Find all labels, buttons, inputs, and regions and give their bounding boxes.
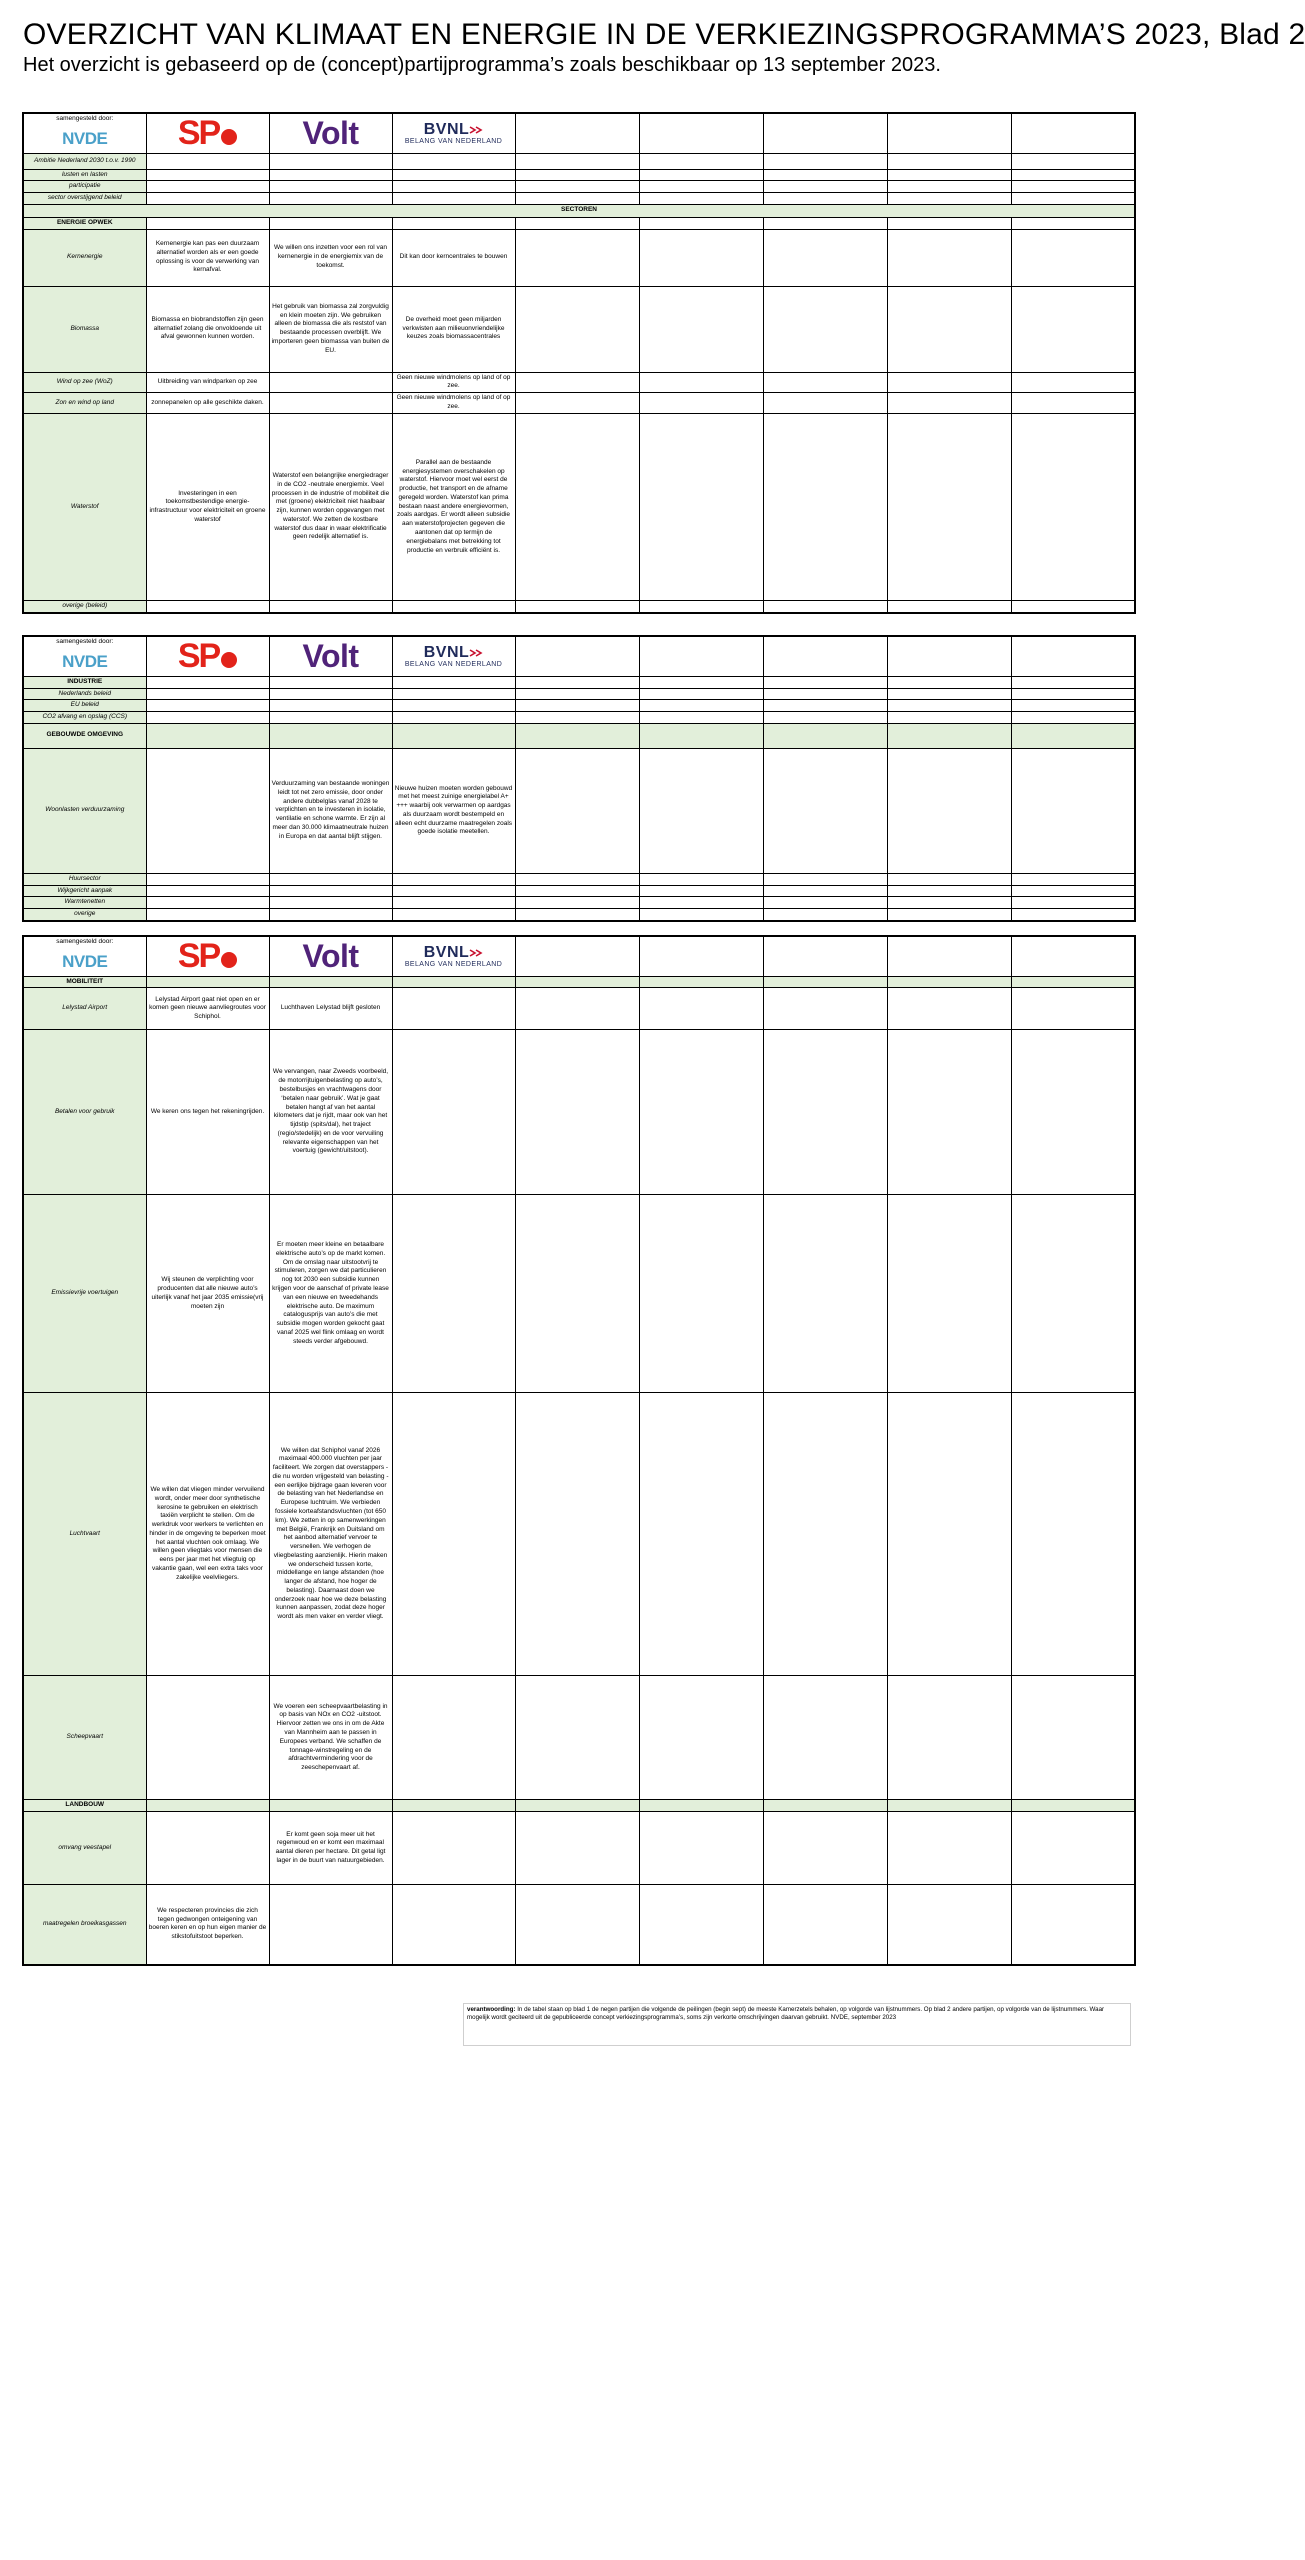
- cell-scheepvaart-volt: We voeren een scheepvaartbelasting in op basis van NOx en CO2 -uitstoot. Hiervoor zetten we ons in om de Akte van Mannheim aan te passen in Europees verband. We schaffen de tonnage-winstregeling en de afdrachtvermindering voor de zeeschepenvaart af.: [269, 1676, 392, 1800]
- bvnl-logo: [395, 120, 513, 145]
- tomato-icon: [221, 952, 237, 968]
- table-row: [23, 712, 1135, 724]
- compiled-by-label: samengesteld door:: [56, 638, 114, 646]
- sp-logo-text: SP: [177, 937, 220, 976]
- sp-logo-cell: [146, 636, 269, 676]
- cell-lelystad-volt: Luchthaven Lelystad blijft gesloten: [269, 988, 392, 1030]
- bvnl-logo-sub: BELANG VAN NEDERLAND: [404, 960, 503, 968]
- table-row: [23, 601, 1135, 613]
- row-label-warmtenetten: Warmtenetten: [23, 897, 146, 909]
- tomato-icon: [221, 129, 237, 145]
- row-label-ccs: CO2 afvang en opslag (CCS): [23, 712, 146, 724]
- section-row: [23, 976, 1135, 988]
- sp-logo: [178, 637, 237, 675]
- section-industrie: INDUSTRIE: [23, 676, 146, 688]
- nvde-logo: [26, 128, 144, 151]
- row-label-overige-beleid: overige (beleid): [23, 601, 146, 613]
- sp-logo: [178, 114, 237, 152]
- section-row: [23, 676, 1135, 688]
- table-row: [23, 1030, 1135, 1195]
- table-row: [23, 909, 1135, 921]
- cell-kernenergie-sp: Kernenergie kan pas een duurzaam alternatief worden als er een goede oplossing is voor de verwerking van kernafval.: [146, 229, 269, 286]
- section-row: [23, 217, 1135, 229]
- volt-logo: Volt: [302, 638, 359, 675]
- cell-kernenergie-bvnl: Dit kan door kerncentrales te bouwen: [392, 229, 515, 286]
- cell-zon-wind-land-sp: zonnepanelen op alle geschikte daken.: [146, 393, 269, 414]
- nvde-logo-cell: [23, 113, 146, 153]
- section-mobiliteit: MOBILITEIT: [23, 976, 146, 988]
- cell-biomassa-volt: Het gebruik van biomassa zal zorgvuldig en klein moeten zijn. We gebruiken alleen de biomassa die als reststof van bestaande processen overblijft. We importeren geen biomassa van buiten de EU.: [269, 286, 392, 372]
- cell-zon-wind-land-bvnl: Geen nieuwe windmolens op land of op zee.: [392, 393, 515, 414]
- nvde-logo-text: NVDE: [62, 952, 108, 972]
- table-row: [23, 988, 1135, 1030]
- bvnl-logo-sub: BELANG VAN NEDERLAND: [404, 137, 503, 145]
- table-row: [23, 169, 1135, 181]
- row-label-wind-zee: Wind op zee (WoZ): [23, 372, 146, 393]
- table-row: [23, 1812, 1135, 1885]
- row-label-wijkaanpak: Wijkgericht aanpak: [23, 885, 146, 897]
- table-row: [23, 1676, 1135, 1800]
- table-row: [23, 1393, 1135, 1676]
- table-row: [23, 885, 1135, 897]
- row-label-betalen: Betalen voor gebruik: [23, 1030, 146, 1195]
- nvde-logo: [26, 951, 144, 974]
- table-energie: [22, 112, 1136, 614]
- table-row: [23, 372, 1135, 393]
- page-subtitle: Het overzicht is gebaseerd op de (concept)partijprogramma’s zoals beschikbaar op 13 september 2023.: [23, 54, 941, 76]
- table-row: [23, 393, 1135, 414]
- cell-kernenergie-volt: We willen ons inzetten voor een rol van kernenergie in de energiemix van de toekomst.: [269, 229, 392, 286]
- nvde-logo-text: NVDE: [62, 652, 108, 672]
- bvnl-logo-cell: [392, 936, 515, 976]
- logo-row: [23, 636, 1135, 676]
- table-row: [23, 873, 1135, 885]
- table-mobiliteit: [22, 935, 1136, 1966]
- volt-logo: Volt: [302, 938, 359, 975]
- cell-woonlasten-volt: Verduurzaming van bestaande woningen leidt tot net zero emissie, door onder andere dubbelglas vanaf 2028 te verplichten en te investeren in isolatie, ventilatie en schone warmte. Er zijn al meer dan 30.000 klimaatneutrale huizen in Europa en dat aantal blijft stijgen.: [269, 748, 392, 873]
- cell-maatregelen-sp: We respecteren provincies die zich tegen gedwongen onteigening van boeren keren en op hun eigen manier de stikstofuitstoot beperken.: [146, 1885, 269, 1965]
- table-row: [23, 897, 1135, 909]
- row-label-scheepvaart: Scheepvaart: [23, 1676, 146, 1800]
- chevron-right-icon: [469, 126, 483, 134]
- bvnl-logo-text: BVNL: [423, 120, 470, 138]
- footnote-verantwoording: [463, 2003, 1131, 2046]
- row-label-overstijgend: sector overstijgend beleid: [23, 193, 146, 205]
- row-label-lelystad: Lelystad Airport: [23, 988, 146, 1030]
- sp-logo: [178, 937, 237, 975]
- row-label-ambitie: Ambitie Nederland 2030 t.o.v. 1990: [23, 153, 146, 169]
- sp-logo-cell: [146, 936, 269, 976]
- volt-logo-cell: [269, 113, 392, 153]
- nvde-logo-text: NVDE: [62, 129, 108, 149]
- table-row: [23, 286, 1135, 372]
- row-label-nl-beleid: Nederlands beleid: [23, 688, 146, 700]
- cell-wind-zee-sp: Uitbreiding van windparken op zee: [146, 372, 269, 393]
- cell-betalen-volt: We vervangen, naar Zweeds voorbeeld, de motorrijtuigenbelasting op auto’s, bestelbusjes en vrachtwagens door ‘betalen naar gebruik’. Wat je gaat betalen hangt af van het aantal kilometers dat je rijdt, maar ook van het tijdstip (spits/dal), het traject (regio/stedelijk) en de voor vervuiling relevante eigenschappen van het voertuig (gewicht/uitstoot).: [269, 1030, 392, 1195]
- volt-logo-cell: [269, 636, 392, 676]
- section-energie-opwek: ENERGIE OPWEK: [23, 217, 146, 229]
- section-gebouwde-omgeving: GEBOUWDE OMGEVING: [23, 723, 146, 748]
- row-label-maatregelen: maatregelen broeikasgassen: [23, 1885, 146, 1965]
- chevron-right-icon: [469, 949, 483, 957]
- row-label-omvang-veestapel: omvang veestapel: [23, 1812, 146, 1885]
- compiled-by-label: samengesteld door:: [56, 115, 114, 123]
- sp-logo-text: SP: [177, 637, 220, 676]
- bvnl-logo-cell: [392, 113, 515, 153]
- compiled-by-label: samengesteld door:: [56, 938, 114, 946]
- table-row: [23, 229, 1135, 286]
- bvnl-logo-cell: [392, 636, 515, 676]
- row-label-luchtvaart: Luchtvaart: [23, 1393, 146, 1676]
- row-label-overige: overige: [23, 909, 146, 921]
- volt-logo: Volt: [302, 115, 359, 152]
- row-label-kernenergie: Kernenergie: [23, 229, 146, 286]
- cell-emissievrij-volt: Er moeten meer kleine en betaalbare elektrische auto’s op de markt komen. Om de omslag naar uitstootvrij te stimuleren, zorgen we dat particulieren nog tot 2030 een subsidie kunnen krijgen voor de aanschaf of private lease van een nieuwe en tweedehands elektrische auto. De maximum catalogusprijs van auto’s die met subsidie mogen worden gekocht gaat vanaf 2025 wel flink omlaag en wordt steeds verder afgebouwd.: [269, 1195, 392, 1393]
- bvnl-logo-text: BVNL: [423, 943, 470, 961]
- page-title: OVERZICHT VAN KLIMAAT EN ENERGIE IN DE VERKIEZINGSPROGRAMMA’S 2023, Blad 2: [23, 18, 1305, 51]
- row-label-biomassa: Biomassa: [23, 286, 146, 372]
- sp-logo-cell: [146, 113, 269, 153]
- table-row: [23, 153, 1135, 169]
- cell-lelystad-sp: Lelystad Airport gaat niet open en er komen geen nieuwe aanvliegroutes voor Schiphol.: [146, 988, 269, 1030]
- cell-luchtvaart-sp: We willen dat vliegen minder vervuilend wordt, onder meer door synthetische kerosine te gebruiken en elektrisch taxiën verplicht te stellen. Om de werkdruk voor werkers te verlichten en hinder in de omgeving te beperken moet het aantal vluchten ook omlaag. We willen geen vliegtaks voor mensen die eens per jaar met het vliegtuig op vakantie gaan, wel een extra taks voor zakelijke veelvliegers.: [146, 1393, 269, 1676]
- table-row: [23, 193, 1135, 205]
- row-label-huursector: Huursector: [23, 873, 146, 885]
- table-row: [23, 748, 1135, 873]
- volt-logo-cell: [269, 936, 392, 976]
- table-row: [23, 414, 1135, 601]
- table-row: [23, 1885, 1135, 1965]
- bvnl-logo: [395, 943, 513, 968]
- row-label-eu-beleid: EU beleid: [23, 700, 146, 712]
- cell-waterstof-volt: Waterstof een belangrijke energiedrager in de CO2 -neutrale energiemix. Veel processen in de industrie of mobiliteit die met (groene) elektriciteit niet haalbaar zijn, kunnen worden opgevangen met waterstof. We zetten de kostbare waterstof dus daar in waar elektrificatie geen redelijk alternatief is.: [269, 414, 392, 601]
- tomato-icon: [221, 652, 237, 668]
- section-row: [23, 723, 1135, 748]
- table-industrie: [22, 635, 1136, 922]
- cell-biomassa-bvnl: De overheid moet geen miljarden verkwisten aan milieuonvriendelijke keuzes zoals biomassacentrales: [392, 286, 515, 372]
- bvnl-logo-sub: BELANG VAN NEDERLAND: [404, 660, 503, 668]
- section-sectoren: SECTOREN: [23, 204, 1135, 217]
- table-row: [23, 700, 1135, 712]
- cell-wind-zee-bvnl: Geen nieuwe windmolens op land of op zee.: [392, 372, 515, 393]
- cell-biomassa-sp: Biomassa en biobrandstoffen zijn geen alternatief zolang die onvoldoende uit afval gewonnen kunnen worden.: [146, 286, 269, 372]
- table-row: [23, 1195, 1135, 1393]
- row-label-emissievrij: Emissievrije voertuigen: [23, 1195, 146, 1393]
- bvnl-logo-text: BVNL: [423, 643, 470, 661]
- row-label-participatie: participatie: [23, 181, 146, 193]
- section-row: [23, 204, 1135, 217]
- row-label-woonlasten: Woonlasten verduurzaming: [23, 748, 146, 873]
- row-label-lasten: lusten en lasten: [23, 169, 146, 181]
- nvde-logo-cell: [23, 636, 146, 676]
- row-label-waterstof: Waterstof: [23, 414, 146, 601]
- sp-logo-text: SP: [177, 114, 220, 153]
- cell-emissievrij-sp: Wij steunen de verplichting voor producenten dat alle nieuwe auto’s uiterlijk vanaf het jaar 2035 emissie(vrij moeten zijn: [146, 1195, 269, 1393]
- logo-row: [23, 936, 1135, 976]
- nvde-logo-cell: [23, 936, 146, 976]
- cell-woonlasten-bvnl: Nieuwe huizen moeten worden gebouwd met het meest zuinige energielabel A+ +++ waarbij ook verwarmen op aardgas als duurzaam wordt bestempeld en alleen echt duurzame maatregelen zoals goede isolatie meetellen.: [392, 748, 515, 873]
- section-landbouw: LANDBOUW: [23, 1800, 146, 1812]
- footnote-text: In de tabel staan op blad 1 de negen partijen die volgende de peilingen (begin sept) de meeste Kamerzetels behalen, op volgorde van lijstnummers. Op blad 2 andere partijen, op volgorde van de lijstnummers. Waar mogelijk wordt geciteerd uit de gepubliceerde concept verkiezingsprogramma’s, soms zijn verkorte omschrijvingen daarvan gebruikt. NVDE, september 2023: [467, 2006, 1105, 2022]
- table-row: [23, 688, 1135, 700]
- nvde-logo: [26, 651, 144, 674]
- cell-waterstof-bvnl: Parallel aan de bestaande energiesystemen overschakelen op waterstof. Hiervoor moet wel eerst de productie, het transport en de afname geregeld worden. Waterstof kan prima bestaan naast andere energievormen, zoals aardgas. Er wordt alleen subsidie aan waterstofprojecten gegeven die aantonen dat op termijn de energiebalans met betrekking tot productie en verbruik efficiënt is.: [392, 414, 515, 601]
- footnote-label: verantwoording:: [467, 2006, 516, 2013]
- cell-omvang-volt: Er komt geen soja meer uit het regenwoud en er komt een maximaal aantal dieren per hectare. Dit getal ligt lager in de buurt van natuurgebieden.: [269, 1812, 392, 1885]
- section-row: [23, 1800, 1135, 1812]
- chevron-right-icon: [469, 649, 483, 657]
- cell-betalen-sp: We keren ons tegen het rekeningrijden.: [146, 1030, 269, 1195]
- cell-luchtvaart-volt: We willen dat Schiphol vanaf 2026 maximaal 400.000 vluchten per jaar faciliteert. We zorgen dat overstappers - die nu worden vrijgesteld van belasting - een eerlijke bijdrage gaan leveren voor de belasting van het Nederlandse en Europese luchtruim. We verbieden fossiele korteafstandsvluchten (tot 650 km). We zetten in op samenwerkingen met België, Frankrijk en Duitsland om het aanbod alternatief vervoer te versnellen. We verhogen de vliegbelasting aanzienlijk. Hierin maken we onderscheid tussen korte, middellange en lange afstanden (hoe langer de afstand, hoe hoger de belasting). Daarnaast doen we onderzoek naar hoe we deze belasting kunnen aanpassen, zodat deze hoger wordt als men vaker en verder vliegt.: [269, 1393, 392, 1676]
- table-row: [23, 181, 1135, 193]
- cell-waterstof-sp: Investeringen in een toekomstbestendige energie-infrastructuur voor elektriciteit en groene waterstof: [146, 414, 269, 601]
- row-label-zon-wind-land: Zon en wind op land: [23, 393, 146, 414]
- bvnl-logo: [395, 643, 513, 668]
- logo-row: [23, 113, 1135, 153]
